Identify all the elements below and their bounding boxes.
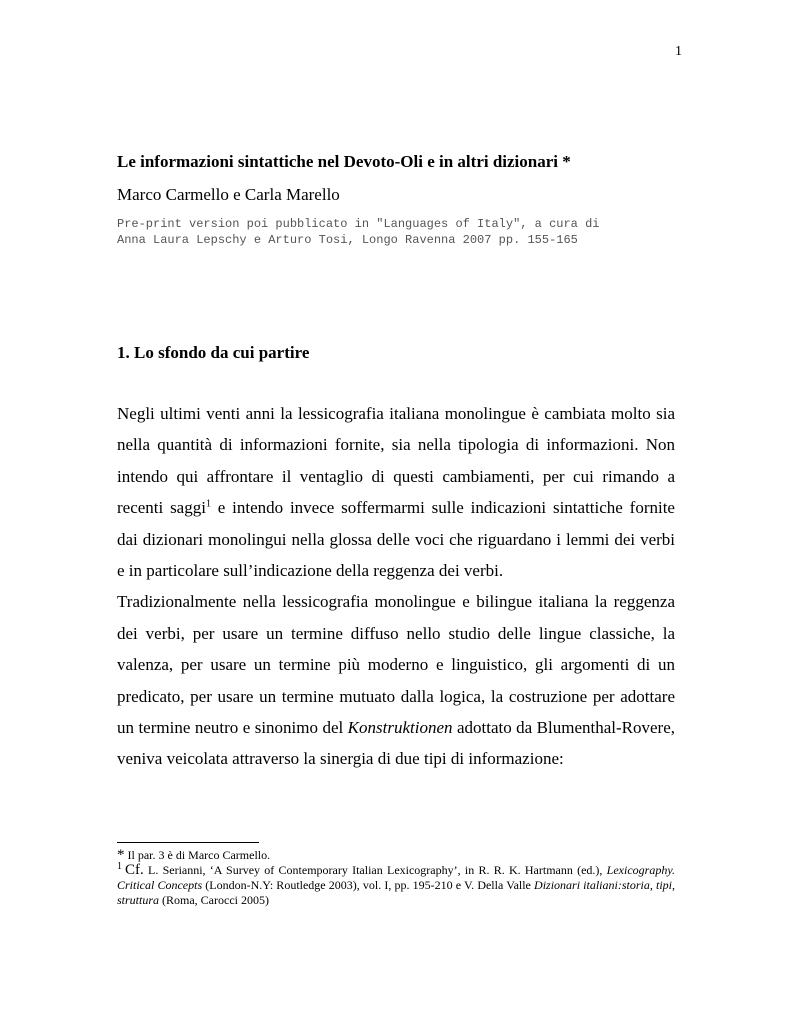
paragraph-2 xyxy=(117,586,675,774)
footnote-ref-1: 1 xyxy=(205,498,211,510)
footnote-1-italic-a: Lexicography. Critical Concepts xyxy=(117,863,675,892)
footnote-1-italic-b: Dizionari italiani:storia, tipi, struttura xyxy=(117,878,675,907)
paragraph-2-italic-term: Konstruktionen xyxy=(347,718,453,738)
preprint-note xyxy=(117,216,677,248)
footnote-1 xyxy=(117,863,675,908)
paragraph-1 xyxy=(117,398,675,586)
footnote-star-mark: * xyxy=(117,847,125,863)
page-number: 1 xyxy=(675,44,682,59)
footnote-star-text: Il par. 3 è di Marco Carmello. xyxy=(127,848,271,862)
section-heading: 1. Lo sfondo da cui partire xyxy=(117,343,310,362)
footnote-1-mark: 1 xyxy=(117,861,122,872)
footnote-divider xyxy=(117,842,259,843)
footnote-1-text-c: (Roma, Carocci 2005) xyxy=(159,893,269,907)
footnote-1-text-a: L. Serianni, ‘A Survey of Contemporary Italian Lexicography’, in R. R. K. Hartmann (ed.), xyxy=(143,863,607,877)
authors-line: Marco Carmello e Carla Marello xyxy=(117,185,340,204)
paragraph-1-text-b: e intendo invece soffermarmi sulle indicazioni sintattiche fornite dai dizionari monolingui nella glossa delle voci che riguardano i lemmi dei verbi e in particolare sull’indicazione della reggenza dei verbi. xyxy=(117,498,675,581)
body-text xyxy=(117,398,675,775)
document-title: Le informazioni sintattiche nel Devoto-Oli e in altri dizionari * xyxy=(117,152,571,171)
paragraph-1-text-a: Negli ultimi venti anni la lessicografia italiana monolingue è cambiata molto sia nella quantità di informazioni fornite, sia nella tipologia di informazioni. Non intendo qui affrontare il ventaglio di questi cambiamenti, per cui rimando a recenti saggi xyxy=(117,404,675,518)
paragraph-2-text-a: Tradizionalmente nella lessicografia monolingue e bilingue italiana la reggenza dei verbi, per usare un termine diffuso nello studio delle lingue classiche, la valenza, per usare un termine più moderno e linguistico, gli argomenti di un predicato, per usare un termine mutuato dalla logica, la costruzione per adottare un termine neutro e sinonimo del xyxy=(117,592,675,738)
paragraph-2-text-b: adottato da Blumenthal-Rovere, veniva veicolata attraverso la sinergia di due tipi di informazione: xyxy=(117,718,675,769)
preprint-note-line-1: Pre-print version poi pubblicato in "Languages of Italy", a cura di xyxy=(117,217,600,231)
footnote-1-cf: Cf. xyxy=(125,862,144,878)
footnote-star xyxy=(117,848,675,863)
footnotes xyxy=(117,848,675,908)
preprint-note-line-2: Anna Laura Lepschy e Arturo Tosi, Longo Ravenna 2007 pp. 155-165 xyxy=(117,233,578,247)
footnote-1-text-b: (London-N.Y: Routledge 2003), vol. I, pp. 195-210 e V. Della Valle xyxy=(202,878,535,892)
